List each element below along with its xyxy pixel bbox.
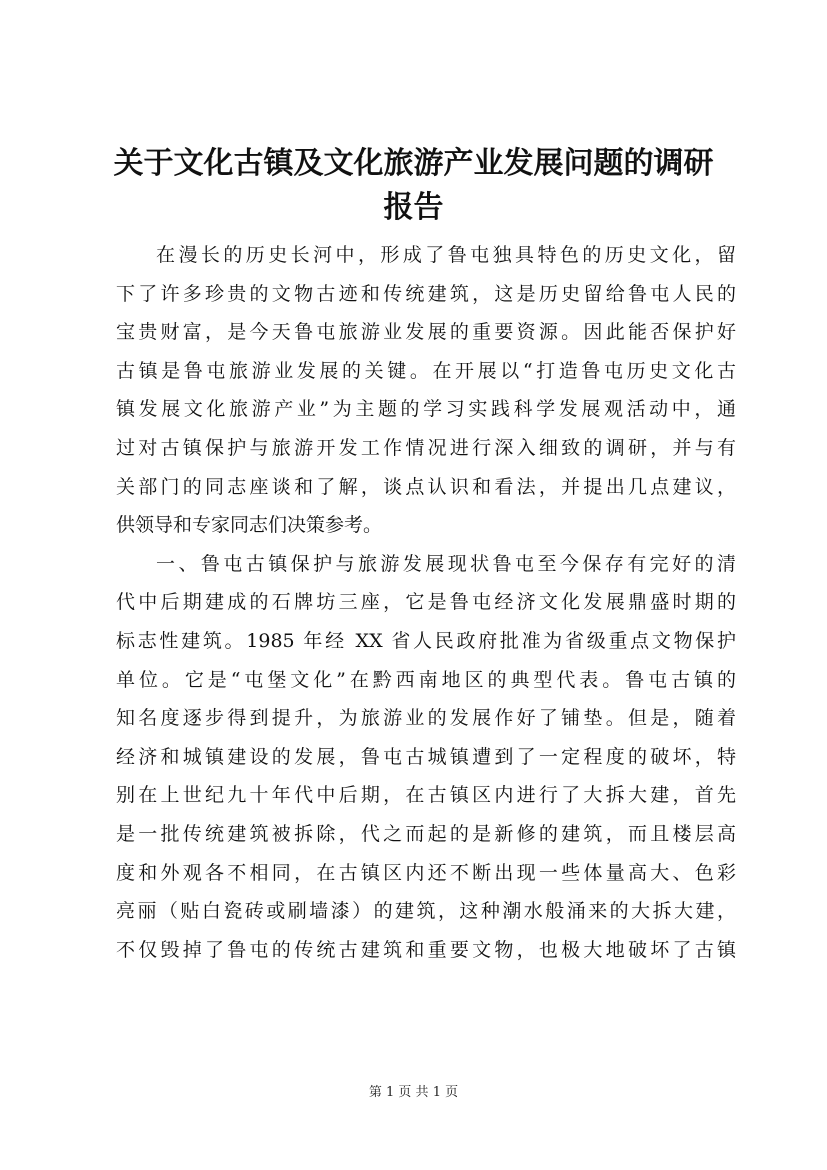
title-line-2: 报告 bbox=[383, 190, 444, 225]
paragraph-2-line-3: 标志性建筑。1985 年经 XX 省人民政府批准为省级重点文物保护 bbox=[116, 629, 736, 652]
page-footer: 第 1 页 共 1 页 bbox=[368, 1085, 459, 1100]
paragraph-1-line-8: 供领导和专家同志们决策参考。 bbox=[116, 514, 383, 537]
paragraph-2-line-7: 别在上世纪九十年代中后期，在古镇区内进行了大拆大建，首先 bbox=[116, 784, 736, 807]
paragraph-2-line-8: 是一批传统建筑被拆除，代之而起的是新修的建筑，而且楼层高 bbox=[116, 822, 736, 845]
document-body bbox=[116, 236, 736, 969]
paragraph-1-line-3: 宝贵财富，是今天鲁屯旅游业发展的重要资源。因此能否保护好 bbox=[116, 321, 736, 344]
paragraph-2-line-9: 度和外观各不相同，在古镇区内还不断出现一些体量高大、色彩 bbox=[116, 861, 736, 884]
document-title bbox=[100, 142, 727, 230]
paragraph-2-line-2: 代中后期建成的石牌坊三座，它是鲁屯经济文化发展鼎盛时期的 bbox=[116, 591, 736, 614]
paragraph-1-line-1: 在漫长的历史长河中，形成了鲁屯独具特色的历史文化，留 bbox=[156, 244, 736, 266]
paragraph-1-line-4: 古镇是鲁屯旅游业发展的关键。在开展以“打造鲁屯历史文化古 bbox=[116, 359, 736, 382]
paragraph-2-line-11: 不仅毁掉了鲁屯的传统古建筑和重要文物，也极大地破坏了古镇 bbox=[116, 938, 736, 961]
title-line-1: 关于文化古镇及文化旅游产业发展问题的调研 bbox=[113, 146, 714, 181]
paragraph-1-line-7: 关部门的同志座谈和了解，谈点认识和看法，并提出几点建议， bbox=[116, 475, 736, 498]
paragraph-2-line-1: 一、鲁屯古镇保护与旅游发展现状鲁屯至今保存有完好的清 bbox=[156, 552, 736, 575]
paragraph-1-line-5: 镇发展文化旅游产业”为主题的学习实践科学发展观活动中，通 bbox=[116, 398, 736, 421]
paragraph-1-line-2: 下了许多珍贵的文物古迹和传统建筑，这是历史留给鲁屯人民的 bbox=[116, 282, 736, 305]
paragraph-2-line-10: 亮丽（贴白瓷砖或刷墙漆）的建筑，这种潮水般涌来的大拆大建， bbox=[116, 900, 736, 923]
paragraph-2-line-5: 知名度逐步得到提升，为旅游业的发展作好了铺垫。但是，随着 bbox=[116, 707, 736, 730]
paragraph-2-line-4: 单位。它是“屯堡文化”在黔西南地区的典型代表。鲁屯古镇的 bbox=[116, 668, 736, 691]
paragraph-1-line-6: 过对古镇保护与旅游开发工作情况进行深入细致的调研，并与有 bbox=[116, 436, 736, 459]
paragraph-2-line-6: 经济和城镇建设的发展，鲁屯古城镇遭到了一定程度的破坏，特 bbox=[116, 745, 736, 768]
